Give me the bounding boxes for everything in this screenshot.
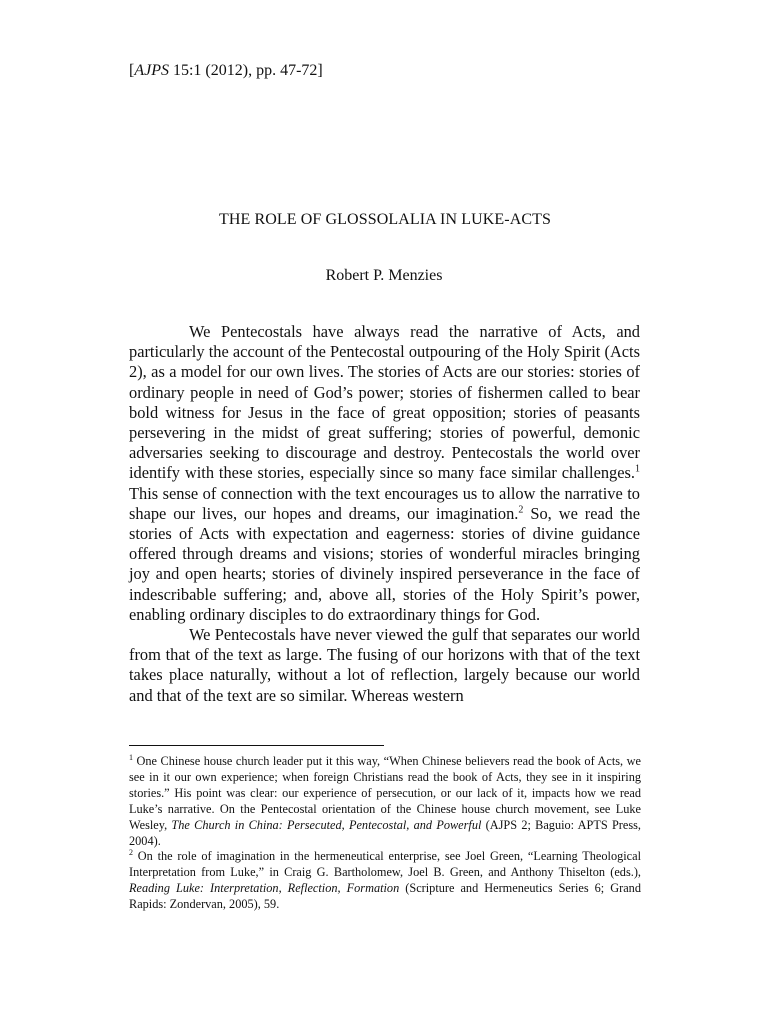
- author-name: Robert P. Menzies: [325, 267, 443, 284]
- citation-volume-pages: 15:1 (2012), pp. 47-72]: [168, 62, 323, 79]
- footnote-2-book-title: Reading Luke: Interpretation, Reflection, Formation: [129, 881, 400, 896]
- footnote-1-text-b: (AJPS 2; Baguio: APTS Press, 2004).: [129, 817, 641, 848]
- footnote-1: [129, 754, 641, 849]
- journal-name: AJPS: [134, 62, 169, 79]
- paragraph-1-text-b: This sense of connection with the text encourages us to allow the narrative to shape our lives, our hopes and dreams, our imagination.: [129, 483, 640, 523]
- footnote-2-mark: 2: [129, 848, 133, 858]
- footnote-ref-2[interactable]: 2: [518, 504, 524, 516]
- journal-citation: [129, 61, 323, 81]
- body-paragraph-2: We Pentecostals have never viewed the gulf that separates our world from that of the text as large. The fusing of our horizons with that of the text takes place naturally, without a lot of reflection, largely because our world and that of the text are so similar. Whereas western: [129, 625, 640, 705]
- footnote-ref-1[interactable]: 1: [635, 463, 640, 475]
- footnote-1-mark: 1: [129, 752, 133, 762]
- footnote-2-text-a: On the role of imagination in the hermeneutical enterprise, see Joel Green, “Learning Theological Interpretation from Luke,” in Craig G. Bartholomew, Joel B. Green, and Anthony Thiselton (eds.),: [129, 849, 641, 880]
- footnotes: [129, 754, 641, 913]
- footnote-1-book-title: The Church in China: Persecuted, Pentecostal, and Powerful: [171, 817, 482, 832]
- footnote-2-text-b: (Scripture and Hermeneutics Series 6; Grand Rapids: Zondervan, 2005), 59.: [129, 881, 641, 912]
- footnote-separator: [129, 745, 384, 746]
- body-paragraph-1: [129, 322, 640, 625]
- article-title-block: [0, 210, 768, 230]
- article-title: THE ROLE OF GLOSSOLALIA IN LUKE-ACTS: [218, 211, 552, 228]
- footnote-1-text-a: One Chinese house church leader put it this way, “When Chinese believers read the book of Acts, we see in it our own experience; when foreign Christians read the book of Acts, they see in it inspiring stories.” His point was clear: our experience of persecution, or our lack of it, impacts how we read Luke’s narrative. On the Pentecostal orientation of the Chinese house church movement, see Luke Wesley,: [129, 754, 641, 832]
- footnote-2: [129, 849, 641, 913]
- paragraph-1-text-a: We Pentecostals have always read the narrative of Acts, and particularly the account of the Pentecostal outpouring of the Holy Spirit (Acts 2), as a model for our own lives. The stories of Acts are our stories: stories of ordinary people in need of God’s power; stories of fishermen called to bear bold witness for Jesus in the face of great opposition; stories of peasants persevering in the midst of great suffering; stories of powerful, demonic adversaries seeking to discourage and destroy. Pentecostals the world over identify with these stories, especially since so many face similar challenges.: [129, 322, 640, 483]
- citation-bracket: [: [129, 62, 135, 79]
- paragraph-1-text-c: So, we read the stories of Acts with expectation and eagerness: stories of divine guidance offered through dreams and visions; stories of wonderful miracles bringing joy and open hearts; stories of divinely inspired perseverance in the face of indescribable suffering; and, above all, stories of the Holy Spirit’s power, enabling ordinary disciples to do extraordinary things for God.: [129, 503, 641, 624]
- article-body: [129, 322, 640, 706]
